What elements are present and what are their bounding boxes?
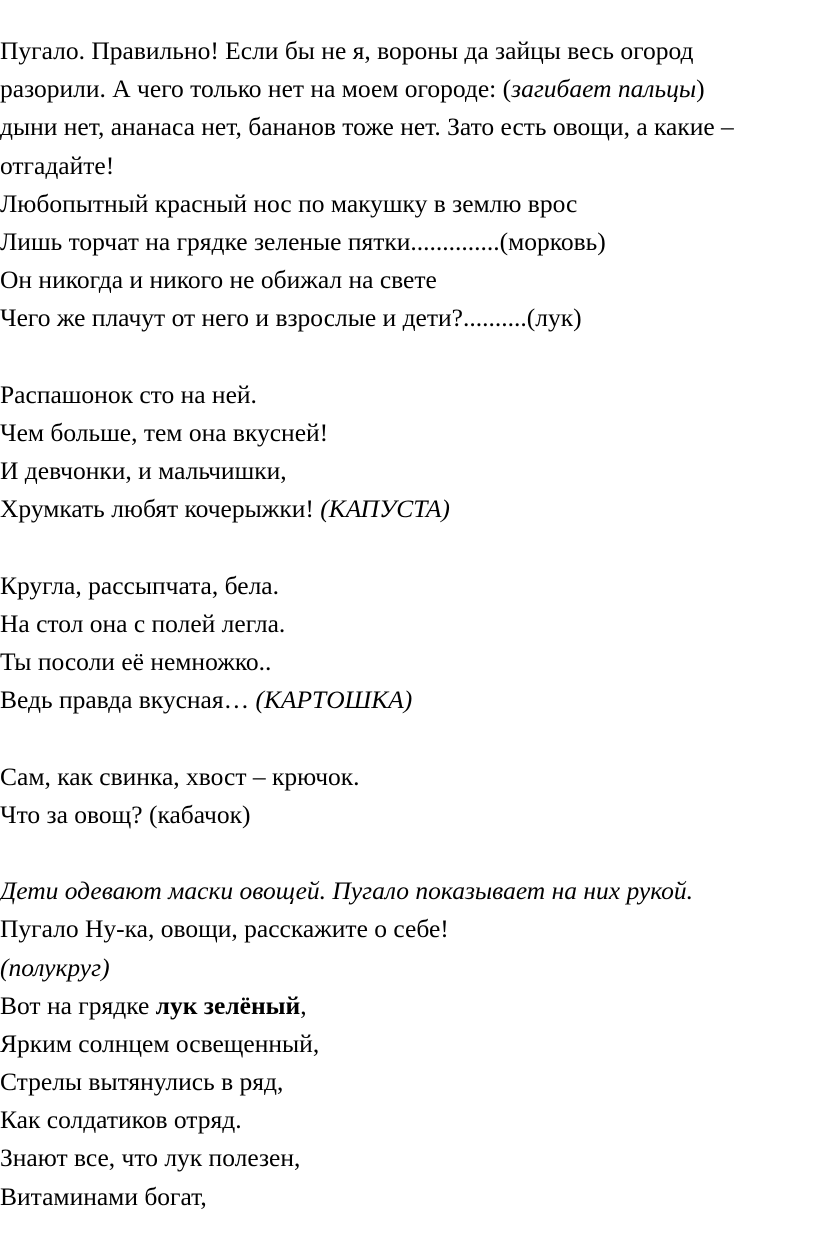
- riddle-potato-line-3: Ты посоли её немножко..: [0, 647, 272, 676]
- riddle-cabbage-line-3: И девчонки, и мальчишки,: [0, 456, 287, 486]
- riddle-cabbage-line-2: Чем больше, тем она вкусней!: [0, 417, 329, 447]
- riddle-potato-line-1: Кругла, рассыпчата, бела.: [0, 570, 279, 600]
- riddle-carrot-line-1: Любопытный красный нос по макушку в землю врос: [0, 188, 578, 218]
- onion-poem-line-2: Ярким солнцем освещенный,: [0, 1028, 320, 1058]
- riddle-potato-answer: (КАРТОШКА): [255, 685, 413, 715]
- riddle-potato-line-2: На стол она с полей легла.: [0, 608, 286, 638]
- document-page: [0, 32, 808, 1216]
- riddle-onion-line-2: Чего же плачут от него и взрослые и дети?..........(лук): [0, 303, 582, 333]
- intro-line-2-end: ): [696, 74, 705, 104]
- intro-line-2: [0, 70, 808, 108]
- stage-note: (полукруг): [0, 952, 110, 982]
- onion-poem-line-5: Знают все, что лук полезен,: [0, 1143, 301, 1173]
- onion-poem-line-1: [0, 987, 808, 1025]
- intro-line-1: Пугало. Правильно! Если бы не я, вороны да зайцы весь огород: [0, 36, 694, 65]
- stage-direction: Дети одевают маски овощей. Пугало показывает на них рукой.: [0, 876, 694, 906]
- onion-poem-line-1-end: ,: [300, 990, 307, 1020]
- riddle-onion-line-1: Он никогда и никого не обижал на свете: [0, 265, 437, 295]
- riddle-carrot-line-2: Лишь торчат на грядке зеленые пятки..............(морковь): [0, 226, 606, 256]
- riddle-potato-line-4-text: Ведь правда вкусная…: [0, 685, 250, 715]
- blank-line: [0, 719, 808, 757]
- scarecrow-speech: Пугало Ну-ка, овощи, расскажите о себе!: [0, 914, 449, 944]
- riddle-zucchini-line-2: Что за овощ? (кабачок): [0, 799, 251, 829]
- onion-poem-bold: лук зелёный: [155, 990, 301, 1020]
- blank-line: [0, 338, 808, 376]
- blank-line: [0, 834, 808, 872]
- onion-poem-line-4: Как солдатиков отряд.: [0, 1105, 242, 1135]
- onion-poem-line-1-start: Вот на грядке: [0, 990, 156, 1020]
- blank-line: [0, 528, 808, 566]
- riddle-cabbage-line-4-text: Хрумкать любят кочерыжки!: [0, 494, 314, 524]
- riddle-cabbage-line-4: [0, 490, 808, 528]
- riddle-cabbage-line-1: Распашонок сто на ней.: [0, 379, 257, 409]
- stage-direction-inline: загибает пальцы: [511, 74, 697, 104]
- intro-line-4: отгадайте!: [0, 150, 115, 180]
- riddle-potato-line-4: [0, 681, 808, 719]
- intro-line-2-start: разорили. А чего только нет на моем огороде: (: [0, 74, 512, 104]
- onion-poem-line-3: Стрелы вытянулись в ряд,: [0, 1067, 284, 1097]
- riddle-cabbage-answer: (КАПУСТА): [320, 494, 450, 524]
- intro-line-3: дыни нет, ананаса нет, бананов тоже нет. Зато есть овощи, а какие –: [0, 112, 734, 142]
- riddle-zucchini-line-1: Сам, как свинка, хвост – крючок.: [0, 761, 360, 791]
- onion-poem-line-6: Витаминами богат,: [0, 1181, 207, 1211]
